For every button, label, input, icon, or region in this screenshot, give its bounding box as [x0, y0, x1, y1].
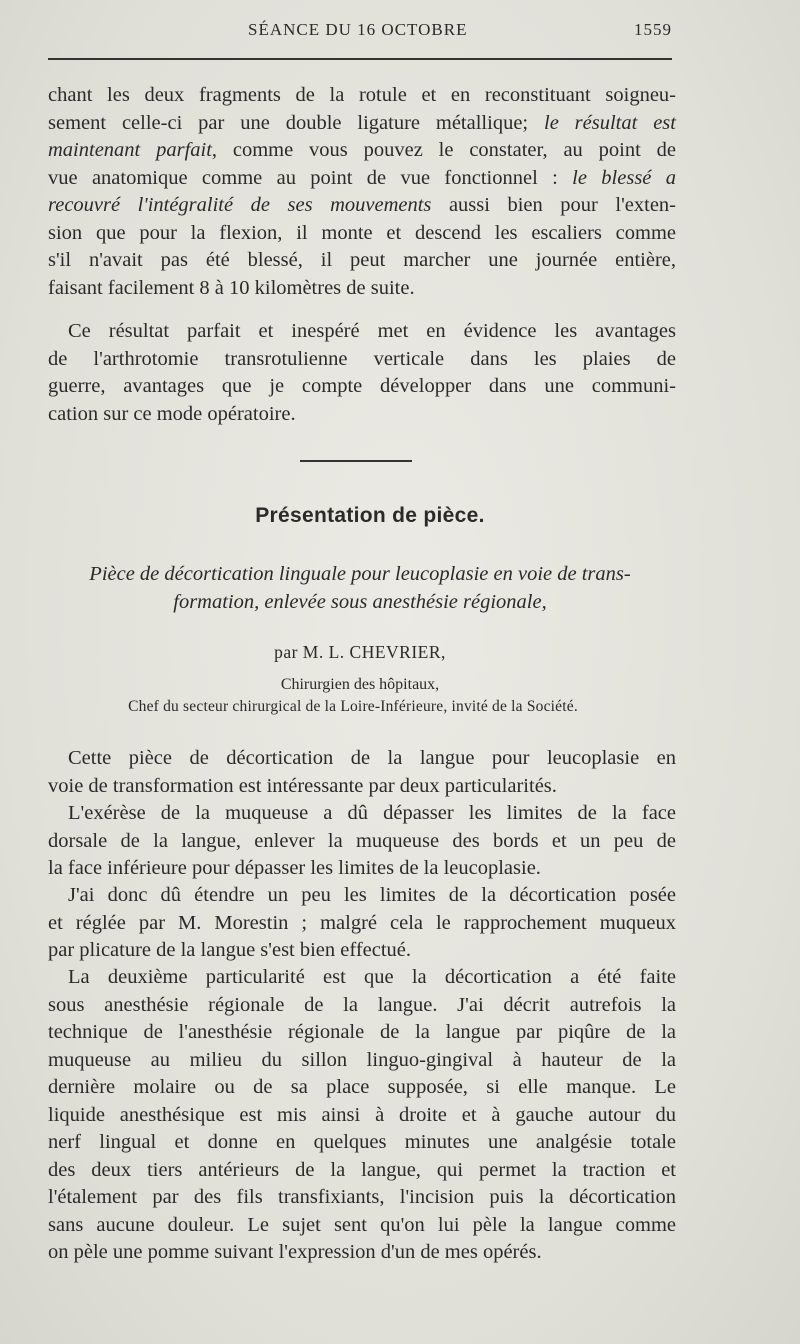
text-line: sous anesthésie régionale de la langue. J'ai décrit autrefois la: [48, 993, 676, 1016]
text-line: technique de l'anesthésie régionale de la langue par piqûre de la: [48, 1021, 676, 1043]
subtitle-line: Pièce de décortication linguale pour leucoplasie en voie de trans-: [89, 563, 631, 585]
italic-run: maintenant parfait: [48, 139, 212, 161]
text-line: la face inférieure pour dépasser les limites de la leucoplasie.: [48, 857, 541, 879]
text-line: dernière molaire ou de sa place supposée, si elle manque. Le: [48, 1076, 676, 1098]
section-separator-rule: [300, 460, 412, 462]
text-line: et réglée par M. Morestin ; malgré cela le rapprochement muqueux: [48, 911, 676, 934]
text-line: on pèle une pomme suivant l'expression d'un de mes opérés.: [48, 1241, 542, 1263]
text-line: dorsale de la langue, enlever la muqueuse des bords et un peu de: [48, 829, 676, 852]
text-line: [48, 137, 676, 165]
text-line: Cette pièce de décortication de la langue pour leucoplasie en: [68, 747, 676, 769]
article-subtitle: [60, 560, 660, 616]
paragraph-4: [48, 800, 676, 883]
text-line: cation sur ce mode opératoire.: [48, 402, 296, 425]
text-line: sans aucune douleur. Le sujet sent qu'on lui pèle la langue comme: [48, 1213, 676, 1236]
paragraph-3: [48, 745, 676, 800]
italic-run: recouvré l'intégralité de ses mouvements: [48, 194, 432, 216]
author-affiliation: Chirurgien des hôpitaux,: [280, 676, 440, 693]
section-title: Présentation de pièce.: [255, 504, 485, 527]
italic-run: le blessé a: [572, 166, 676, 189]
text-line: La deuxième particularité est que la décortication a été faite: [68, 966, 676, 988]
text-line: liquide anesthésique est mis ainsi à droite et à gauche autour du: [48, 1103, 676, 1126]
running-title: SÉANCE DU 16 OCTOBRE: [248, 20, 468, 39]
text-line: sion que pour la flexion, il monte et descend les escaliers comme: [48, 221, 676, 244]
paragraph-2: [48, 318, 676, 428]
text-run: sement celle-ci par une double ligature métallique;: [48, 111, 544, 134]
text-run: , comme vous pouvez le constater, au point de: [211, 139, 676, 161]
page-header: [48, 20, 672, 46]
text-line: J'ai donc dû étendre un peu les limites de la décortication posée: [68, 884, 676, 906]
italic-run: le résultat est: [544, 111, 676, 134]
text-line: L'exérèse de la muqueuse a dû dépasser les limites de la face: [68, 802, 676, 824]
text-line: l'étalement par des fils transfixiants, l'incision puis la décortication: [48, 1186, 676, 1208]
author-affiliation: Chef du secteur chirurgical de la Loire-Inférieure, invité de la Société.: [128, 698, 578, 715]
text-line: de l'arthrotomie transrotulienne verticale dans les plaies de: [48, 347, 676, 370]
paragraph-6: [48, 964, 676, 1267]
text-run: aussi bien pour l'exten-: [431, 194, 677, 216]
text-line: voie de transformation est intéressante par deux particularités.: [48, 774, 557, 797]
text-line: muqueuse au milieu du sillon linguo-gingival à hauteur de la: [48, 1048, 676, 1071]
text-line: par plicature de la langue s'est bien effectué.: [48, 939, 412, 961]
text-line: [48, 110, 676, 138]
text-line: chant les deux fragments de la rotule et en reconstituant soigneu-: [48, 84, 676, 106]
text-line: des deux tiers antérieurs de la langue, qui permet la traction et: [48, 1158, 676, 1181]
author-line: par M. L. CHEVRIER,: [274, 642, 446, 662]
text-line: [48, 192, 676, 220]
text-line: [48, 165, 676, 193]
text-line: Ce résultat parfait et inespéré met en évidence les avantages: [68, 320, 676, 342]
paragraph-1: [48, 82, 676, 302]
header-rule: [48, 58, 672, 60]
text-line: guerre, avantages que je compte développer dans une communi-: [48, 375, 676, 397]
text-line: s'il n'avait pas été blessé, il peut marcher une journée entière,: [48, 249, 676, 271]
paragraph-5: [48, 882, 676, 965]
text-line: nerf lingual et donne en quelques minutes une analgésie totale: [48, 1131, 676, 1153]
text-run: vue anatomique comme au point de vue fonctionnel :: [48, 166, 573, 189]
text-line: faisant facilement 8 à 10 kilomètres de suite.: [48, 276, 415, 299]
page-number: 1559: [634, 20, 672, 39]
subtitle-line: formation, enlevée sous anesthésie régionale,: [173, 591, 547, 613]
